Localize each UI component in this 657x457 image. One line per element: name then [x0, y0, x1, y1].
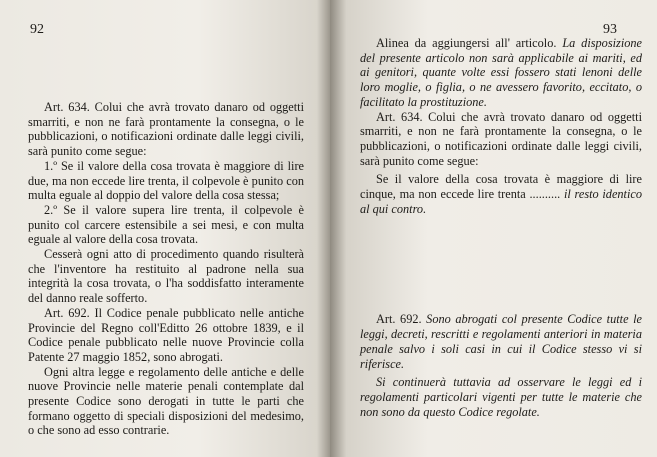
clause-1-paragraph: 1.º Se il valore della cosa trovata è maggiore di lire due, ma non eccede lire trenta, il colpevole è punito con multa eguale al doppio del valore della cosa stessa;: [28, 158, 304, 203]
value-remainder: il resto identico al qui contro.: [360, 187, 643, 216]
value-text: Se il valore della cosa trovata è maggiore di lire cinque, ma non eccede lire trenta ..........: [360, 172, 642, 202]
right-page-text: [360, 36, 642, 419]
clause-2-paragraph: 2.º Se il valore supera lire trenta, il colpevole è punito col carcere estensibile a sei mesi, e con multa eguale al valore della cosa trovata.: [28, 202, 304, 247]
continuation-paragraph: [360, 375, 642, 419]
continuation-text: Si continuerà tuttavia ad osservare le leggi ed i regolamenti particolari vigenti per tutte le materie che non sono da questo Codice regolate.: [360, 375, 642, 419]
left-page-text: [28, 100, 304, 438]
value-paragraph: [360, 172, 642, 216]
article-634-paragraph: Art. 634. Colui che avrà trovato danaro od oggetti smarriti, e non ne farà prontamente la consegna, o le pubblicazioni, o notificazioni ordinate dalle leggi civili, sarà punito come segue:: [360, 109, 642, 168]
alinea-intro: Alinea da aggiungersi all' articolo.: [376, 36, 557, 50]
article-634-paragraph: Art. 634. Colui che avrà trovato danaro od oggetti smarriti, e non ne farà prontamente la consegna, o le pubblicazioni, o notificazioni ordinate dalle leggi civili, sarà punito come segue:: [28, 100, 304, 159]
cessation-paragraph: Cesserà ogni atto di procedimento quando risulterà che l'inventore ha restituito al padrone nella sua integrità la cosa trovata, o l'ha soddisfatto interamente del danno reale sofferto.: [28, 247, 304, 306]
page-number: 92: [30, 22, 44, 37]
other-laws-paragraph: Ogni altra legge e regolamento delle antiche e delle nuove Provincie nelle materie penali contemplate dal presente Codice sono derogati in tutte le parti che formano oggetto di speciali disposizioni del medesimo, o che sono ad esso contrarie.: [28, 364, 304, 438]
article-692-text: Sono abrogati col presente Codice tutte le leggi, decreti, rescritti e regolamenti anteriori in materia penale salvo i soli casi in cui il Codice stesso vi si riferisce.: [360, 312, 642, 371]
article-692-label: Art. 692.: [376, 312, 422, 327]
article-692-paragraph: [360, 312, 642, 371]
article-692-paragraph: Art. 692. Il Codice penale pubblicato nelle antiche Provincie del Regno coll'Editto 26 ottobre 1839, e il Codice penale pubblicato nelle nuove Provincie colla Patente 27 maggio 1852, sono abrogati.: [28, 305, 304, 364]
page-number: 93: [603, 22, 617, 37]
alinea-paragraph: [360, 36, 642, 110]
right-page: [330, 0, 657, 457]
alinea-provision: La disposizione del presente articolo non sarà applicabile ai mariti, ed ai genitori, quante volte essi fossero stati lenoni delle loro moglie, o figlia, o ne avessero favorito, eccitato, o facilitato la prostituzione.: [360, 36, 642, 109]
